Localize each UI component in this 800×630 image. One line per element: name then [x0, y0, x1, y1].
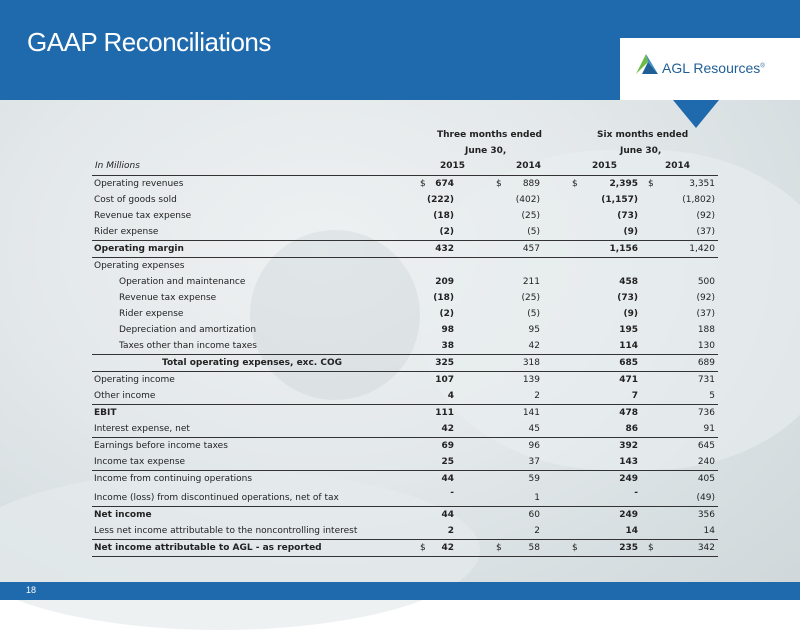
cell-value: 432: [435, 244, 454, 254]
table-row: [92, 192, 718, 208]
table-row: [92, 224, 718, 240]
cell-value: (92): [696, 211, 715, 221]
cell-value: 689: [697, 358, 715, 368]
row-label: Operation and maintenance: [119, 277, 246, 287]
cell-value: (2): [439, 227, 454, 237]
currency-symbol: $: [420, 179, 426, 189]
cell-value: (1,802): [682, 195, 715, 205]
table-row: [92, 240, 718, 257]
cell-value: -: [450, 488, 454, 498]
cell-value: 45: [528, 424, 540, 434]
cell-value: (1,157): [601, 195, 638, 205]
page-number: 18: [26, 585, 37, 595]
row-label: Rider expense: [94, 227, 159, 237]
cell-value: 392: [619, 441, 638, 451]
cell-value: 98: [441, 325, 454, 335]
cell-value: 457: [522, 244, 540, 254]
currency-symbol: $: [420, 543, 426, 553]
cell-value: 318: [522, 358, 540, 368]
cell-value: 143: [619, 457, 638, 467]
year-header: 2015: [592, 161, 618, 171]
cell-value: 240: [697, 457, 715, 467]
cell-value: 211: [522, 277, 540, 287]
slide-title: GAAP Reconciliations: [27, 27, 271, 57]
row-label: Operating revenues: [94, 179, 184, 189]
cell-value: 111: [435, 408, 454, 418]
cell-value: 130: [697, 341, 715, 351]
cell-value: 249: [619, 474, 638, 484]
cell-value: 325: [435, 358, 454, 368]
cell-value: 1,156: [609, 244, 638, 254]
cell-value: 235: [619, 543, 638, 553]
cell-value: 14: [703, 526, 715, 536]
footer-bar: [0, 582, 800, 600]
row-label: EBIT: [94, 408, 117, 418]
currency-symbol: $: [572, 179, 578, 189]
row-label: Taxes other than income taxes: [119, 341, 257, 351]
row-label: Income tax expense: [94, 457, 186, 467]
cell-value: (222): [426, 195, 454, 205]
cell-value: 42: [528, 341, 540, 351]
cell-value: 731: [697, 375, 715, 385]
group1-header-line2: June 30,: [465, 146, 507, 156]
cell-value: 2,395: [609, 179, 638, 189]
cell-value: 25: [441, 457, 454, 467]
currency-symbol: $: [496, 543, 502, 553]
agl-logo-icon: [634, 52, 660, 76]
cell-value: 42: [441, 543, 454, 553]
row-label: Rider expense: [119, 309, 184, 319]
cell-value: -: [634, 488, 638, 498]
row-label: Net income attributable to AGL - as reported: [94, 543, 322, 553]
cell-value: 58: [528, 543, 540, 553]
cell-value: (2): [439, 309, 454, 319]
cell-value: (9): [623, 227, 638, 237]
cell-value: 674: [435, 179, 454, 189]
table-row: [92, 487, 718, 506]
cell-value: (18): [433, 211, 454, 221]
cell-value: 356: [697, 510, 715, 520]
cell-value: 405: [697, 474, 715, 484]
currency-symbol: $: [648, 179, 654, 189]
logo-text: AGL Resources®: [662, 60, 765, 76]
cell-value: 500: [697, 277, 715, 287]
table-row: [92, 208, 718, 224]
cell-value: 141: [522, 408, 540, 418]
cell-value: (25): [521, 211, 540, 221]
table-row: [92, 506, 718, 523]
table-row: [92, 175, 718, 192]
cell-value: 37: [528, 457, 540, 467]
cell-value: 3,351: [689, 179, 715, 189]
cell-value: 1,420: [689, 244, 715, 254]
table-row: [92, 421, 718, 437]
cell-value: 38: [441, 341, 454, 351]
table-row: [92, 274, 718, 290]
cell-value: 2: [534, 391, 540, 401]
row-label: Operating income: [94, 375, 175, 385]
cell-value: 458: [619, 277, 638, 287]
year-header: 2014: [665, 161, 691, 171]
row-label: Less net income attributable to the noncontrolling interest: [94, 526, 358, 536]
cell-value: (37): [696, 309, 715, 319]
cell-value: 114: [619, 341, 638, 351]
table-row: [92, 454, 718, 470]
year-header: 2014: [516, 161, 542, 171]
row-label: Revenue tax expense: [94, 211, 192, 221]
cell-value: 91: [703, 424, 715, 434]
cell-value: (49): [696, 493, 715, 503]
cell-value: 685: [619, 358, 638, 368]
cell-value: 14: [625, 526, 638, 536]
cell-value: (402): [515, 195, 540, 205]
cell-value: 42: [441, 424, 454, 434]
group2-header-line1: Six months ended: [597, 130, 689, 140]
cell-value: 2: [447, 526, 454, 536]
cell-value: 889: [522, 179, 540, 189]
table-row: [92, 354, 718, 371]
table-row: [92, 257, 718, 274]
table-row: [92, 523, 718, 539]
table-row: [92, 322, 718, 338]
cell-value: (73): [617, 211, 638, 221]
cell-value: 69: [441, 441, 454, 451]
row-label: Operating margin: [94, 244, 184, 254]
cell-value: 107: [435, 375, 454, 385]
cell-value: (18): [433, 293, 454, 303]
cell-value: 139: [522, 375, 540, 385]
row-label: Interest expense, net: [94, 424, 190, 434]
row-label: Cost of goods sold: [94, 195, 177, 205]
group2-header-line2: June 30,: [620, 146, 662, 156]
cell-value: 44: [441, 510, 454, 520]
row-label: Income (loss) from discontinued operations, net of tax: [94, 493, 339, 503]
year-header: 2015: [440, 161, 466, 171]
table-row: [92, 371, 718, 388]
cell-value: 86: [625, 424, 638, 434]
table-row: [92, 338, 718, 354]
cell-value: 44: [441, 474, 454, 484]
cell-value: (73): [617, 293, 638, 303]
row-label: Operating expenses: [94, 261, 185, 271]
cell-value: 96: [528, 441, 540, 451]
cell-value: 2: [534, 526, 540, 536]
reconciliation-table: [92, 175, 718, 557]
currency-symbol: $: [496, 179, 502, 189]
table-row: [92, 539, 718, 557]
cell-value: 60: [528, 510, 540, 520]
group1-header-line1: Three months ended: [437, 130, 542, 140]
cell-value: 95: [528, 325, 540, 335]
currency-symbol: $: [572, 543, 578, 553]
cell-value: 5: [709, 391, 715, 401]
row-label: Revenue tax expense: [119, 293, 217, 303]
table-row: [92, 404, 718, 421]
row-label: Net income: [94, 510, 152, 520]
cell-value: 4: [447, 391, 454, 401]
cell-value: 1: [534, 493, 540, 503]
row-label: Income from continuing operations: [94, 474, 253, 484]
cell-value: 7: [631, 391, 638, 401]
cell-value: 59: [528, 474, 540, 484]
table-row: [92, 290, 718, 306]
row-label: Other income: [94, 391, 156, 401]
cell-value: 209: [435, 277, 454, 287]
cell-value: (25): [521, 293, 540, 303]
cell-value: (5): [527, 309, 540, 319]
row-label: Total operating expenses, exc. COG: [162, 358, 343, 368]
cell-value: 188: [697, 325, 715, 335]
row-label: Earnings before income taxes: [94, 441, 228, 451]
table-row: [92, 306, 718, 322]
cell-value: 478: [619, 408, 638, 418]
cell-value: 249: [619, 510, 638, 520]
header-notch: [673, 100, 719, 128]
cell-value: (5): [527, 227, 540, 237]
cell-value: (92): [696, 293, 715, 303]
cell-value: (37): [696, 227, 715, 237]
units-label: In Millions: [95, 161, 140, 171]
cell-value: 471: [619, 375, 638, 385]
table-row: [92, 437, 718, 454]
row-label: Depreciation and amortization: [119, 325, 257, 335]
cell-value: 195: [619, 325, 638, 335]
cell-value: 645: [697, 441, 715, 451]
table-row: [92, 388, 718, 404]
cell-value: (9): [623, 309, 638, 319]
currency-symbol: $: [648, 543, 654, 553]
cell-value: 342: [697, 543, 715, 553]
cell-value: 736: [697, 408, 715, 418]
table-row: [92, 470, 718, 487]
